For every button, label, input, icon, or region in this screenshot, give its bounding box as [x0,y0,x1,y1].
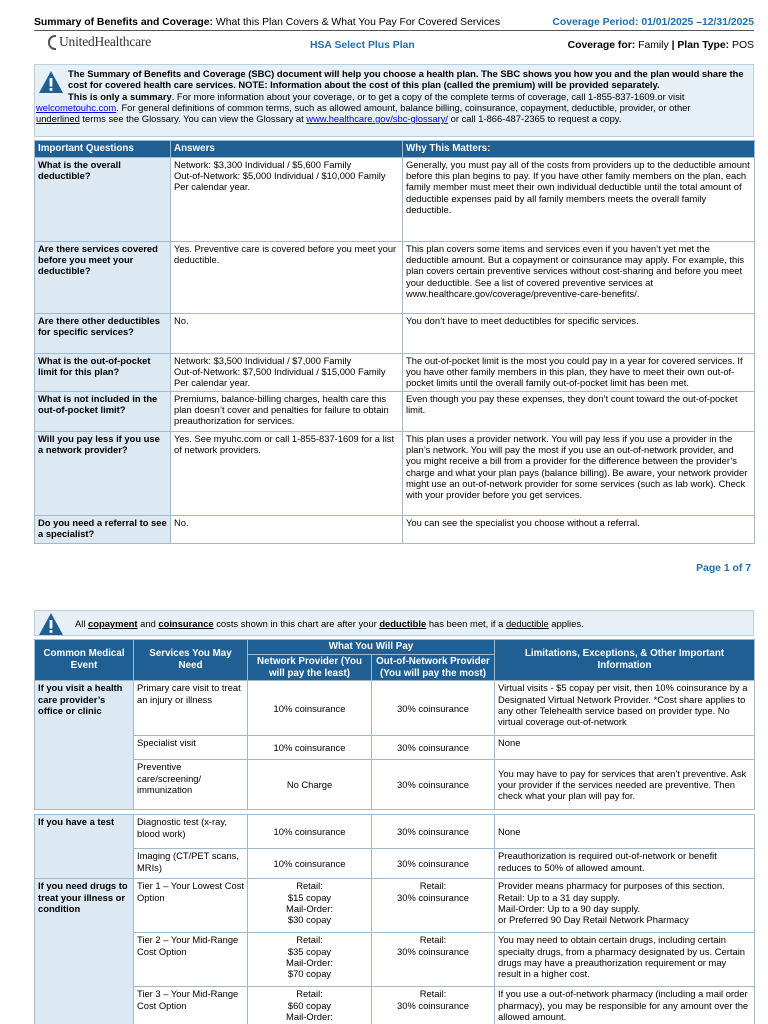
why-cell: This plan covers some items and services even if you haven’t yet met the deductible amount. But a copayment or coinsurance may apply. For example, this plan covers certain preventive services without cost-sharing and before you meet your deductible. See a list of covered preventive services at www.healthcare.gov/coverage/preventive-care-benefits/. [403,241,755,313]
answer-cell: No. [171,313,403,353]
cost-notice-text: All copayment and coinsurance costs shown in this chart are after your deductible has been met, if a deductible applies. [75,618,584,629]
network-cost-cell: Retail: $35 copay Mail-Order: $70 copay [248,933,372,987]
table-row [35,736,755,760]
answer-cell: Network: $3,300 Individual / $5,600 Family Out-of-Network: $5,000 Individual / $10,000 Family Per calendar year. [171,157,403,241]
service-cell: Tier 3 – Your Mid-Range Cost Option [134,987,248,1024]
answer-cell: Premiums, balance-billing charges, health care this plan doesn’t cover and penalties for failure to obtain preauthorization for services. [171,391,403,431]
service-cell: Tier 1 – Your Lowest Cost Option [134,879,248,933]
service-cell: Preventive care/screening/ immunization [134,760,248,810]
answer-cell: Yes. See myuhc.com or call 1-855-837-1609 for a list of network providers. [171,431,403,515]
service-cell: Specialist visit [134,736,248,760]
network-cost-cell: 10% coinsurance [248,736,372,760]
header-divider [34,30,754,31]
coverage-for: Coverage for: Family | Plan Type: POS [567,40,754,51]
table-row [35,681,755,736]
sbc-notice [34,64,754,137]
unitedhealthcare-logo: UnitedHealthcare [48,34,151,50]
why-cell: Generally, you must pay all of the costs from providers up to the deductible amount before this plan begins to pay. If you have other family members on the plan, each family member must meet their own individual deductible until the total amount of deductible expenses paid by all family members meets the overall family deductible. [403,157,755,241]
header-common-medical-event: Common Medical Event [35,640,134,681]
network-cost-cell: Retail: $15 copay Mail-Order: $30 copay [248,879,372,933]
header-out-of-network-provider: Out-of-Network Provider (You will pay the most) [372,654,495,681]
limits-cell: None [495,815,755,849]
limits-cell: Virtual visits - $5 copay per visit, then 10% coinsurance by a Designated Virtual Network Provider. *Cost share applies to any other Telehealth service based on provider type. No virtual coverage out-of-network [495,681,755,736]
question-cell: Are there other deductibles for specific services? [35,313,171,353]
network-cost-cell: 10% coinsurance [248,681,372,736]
page-number: Page 1 of 7 [696,563,751,574]
service-cell: Tier 2 – Your Mid-Range Cost Option [134,933,248,987]
header-limitations: Limitations, Exceptions, & Other Important Information [495,640,755,681]
network-cost-cell: No Charge [248,760,372,810]
notice-glossary-2: underlined terms see the Glossary. You can view the Glossary at www.healthcare.gov/sbc-glossary/ or call 1-866-487-2365 to request a copy. [36,113,622,125]
table-row [35,987,755,1024]
table-row [35,313,755,353]
question-cell: What is the overall deductible? [35,157,171,241]
page-header [34,14,754,56]
table-row [35,241,755,313]
event-cell: If you have a test [35,815,134,879]
limits-cell: You may need to obtain certain drugs, including certain specialty drugs, from a pharmacy designated by us. Certain drugs may have a preauthorization requirement or may result in a higher cost. [495,933,755,987]
network-cost-cell: 10% coinsurance [248,849,372,879]
table-row [35,849,755,879]
question-cell: Will you pay less if you use a network provider? [35,431,171,515]
table-row [35,515,755,543]
notice-intro: The Summary of Benefits and Coverage (SBC) document will help you choose a health plan. The SBC shows you how you and the plan would share the cost for covered health care services. NOTE: Information about the cost of this plan (called the premium) will be provided separately. [68,68,744,91]
oon-cost-cell: 30% coinsurance [372,849,495,879]
oon-cost-cell: 30% coinsurance [372,681,495,736]
table-row [35,391,755,431]
question-cell: What is not included in the out-of-pocket limit? [35,391,171,431]
service-cell: Imaging (CT/PET scans, MRIs) [134,849,248,879]
service-cell: Diagnostic test (x-ray, blood work) [134,815,248,849]
why-cell: This plan uses a provider network. You will pay less if you use a provider in the plan’s network. You will pay the most if you use an out-of-network provider, and you might receive a bill from a provider for the difference between the provider’s charge and what your plan pays (balance billing). Be aware, your network provider might use an out-of-network provider for some services (such as lab work). Check with your provider before you get services. [403,431,755,515]
coverage-period: Coverage Period: 01/01/2025 –12/31/2025 [552,17,754,28]
event-cell: If you need drugs to treat your illness or condition [35,879,134,1024]
oon-cost-cell: Retail: 30% coinsurance [372,987,495,1024]
important-questions-table [34,140,755,544]
header-network-provider: Network Provider (You will pay the least) [248,654,372,681]
limits-cell: None [495,736,755,760]
limits-cell: Preauthorization is required out-of-network or benefit reduces to 50% of allowed amount. [495,849,755,879]
notice-summary: This is only a summary. For more information about your coverage, or to get a copy of the complete terms of coverage, call 1-855-837-1609.or visit [68,90,685,102]
why-cell: You can see the specialist you choose without a referral. [403,515,755,543]
event-cell: If you visit a health care provider’s office or clinic [35,681,134,810]
question-cell: Are there services covered before you meet your deductible? [35,241,171,313]
limits-cell: Provider means pharmacy for purposes of this section. Retail: Up to a 31 day supply. Mail-Order: Up to a 90 day supply. or Preferred 90 Day Retail Network Pharmacy [495,879,755,933]
warning-icon [38,612,64,636]
oon-cost-cell: 30% coinsurance [372,736,495,760]
limits-cell: If you use a out-of-network pharmacy (including a mail order pharmacy), you may be responsible for any amount over the allowed amount. [495,987,755,1024]
why-cell: The out-of-pocket limit is the most you could pay in a year for covered services. If you have other family members in this plan, they have to meet their own out-of-pocket limits until the overall family out-of-pocket limit has been met. [403,353,755,391]
table-row [35,815,755,849]
logo-mark-icon [48,35,56,50]
answer-cell: No. [171,515,403,543]
header-services: Services You May Need [134,640,248,681]
why-cell: You don’t have to meet deductibles for specific services. [403,313,755,353]
plan-name: HSA Select Plus Plan [310,40,415,51]
answer-cell: Network: $3,500 Individual / $7,000 Family Out-of-Network: $7,500 Individual / $15,000 Family Per calendar year. [171,353,403,391]
table-row [35,157,755,241]
service-cell: Primary care visit to treat an injury or illness [134,681,248,736]
document-title: Summary of Benefits and Coverage: What this Plan Covers & What You Pay For Covered Services [34,17,501,28]
cost-notice [34,610,754,636]
question-cell: What is the out-of-pocket limit for this plan? [35,353,171,391]
notice-glossary: welcometouhc.com. For general definitions of common terms, such as allowed amount, balance billing, coinsurance, copayment, deductible, provider, or other [36,101,691,113]
glossary-link[interactable]: www.healthcare.gov/sbc-glossary/ [306,113,449,125]
table-row [35,760,755,810]
header-answers: Answers [171,141,403,158]
welcometouhc-link[interactable]: welcometouhc.com [36,101,117,113]
oon-cost-cell: 30% coinsurance [372,760,495,810]
why-cell: Even though you pay these expenses, they don’t count toward the out-of-pocket limit. [403,391,755,431]
services-table [34,639,755,1024]
oon-cost-cell: 30% coinsurance [372,815,495,849]
header-important-questions: Important Questions [35,141,171,158]
table-row [35,353,755,391]
oon-cost-cell: Retail: 30% coinsurance [372,933,495,987]
question-cell: Do you need a referral to see a specialist? [35,515,171,543]
table-row [35,431,755,515]
limits-cell: You may have to pay for services that aren’t preventive. Ask your provider if the services needed are preventive. Then check what your plan will pay for. [495,760,755,810]
network-cost-cell: Retail: $60 copay Mail-Order: [248,987,372,1024]
answer-cell: Yes. Preventive care is covered before you meet your deductible. [171,241,403,313]
oon-cost-cell: Retail: 30% coinsurance [372,879,495,933]
table-row [35,933,755,987]
warning-icon [38,70,64,94]
header-why-this-matters: Why This Matters: [403,141,755,158]
table-row [35,879,755,933]
network-cost-cell: 10% coinsurance [248,815,372,849]
header-what-you-will-pay: What You Will Pay [248,640,495,655]
